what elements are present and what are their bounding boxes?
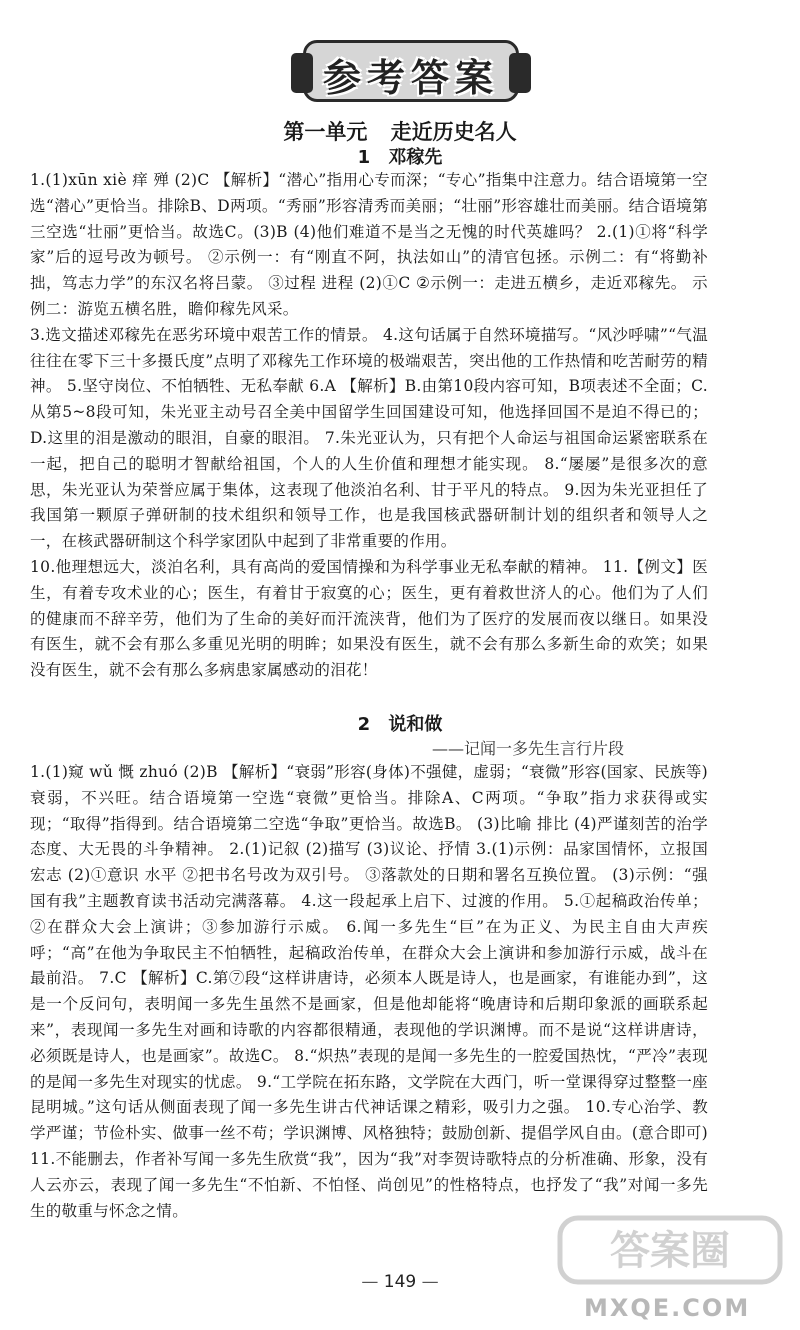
lesson-2-subtitle: ——记闻一多先生言行片段 xyxy=(432,739,625,758)
lesson-2-title: 2 说和做 xyxy=(357,714,443,735)
lesson-2-answers xyxy=(30,760,708,1224)
answer-paragraph: 3.选文描述邓稼先在恶劣环境中艰苦工作的情景。 4.这句话属于自然环境描写。“风沙呼啸”“气温往往在零下三十多摄氏度”点明了邓稼先工作环境的极端艰苦，突出他的工作热情和吃苦耐劳的精神。 5.坚守岗位、不怕牺牲、无私奉献 6.A 【解析】B.由第10段内容可知，B项表述不全面；C.从第5~8段可知，朱光亚主动号召全美中国留学生回国建设可知，他选择回国不是迫不得已的；D.这里的泪是激动的眼泪，自豪的眼泪。 7.朱光亚认为，只有把个人命运与祖国命运紧密联系在一起，把自己的聪明才智献给祖国，个人的人生价值和理想才能实现。 8.“屡屡”是很多次的意思，朱光亚认为荣誉应属于集体，这表现了他淡泊名利、甘于平凡的特点。 9.因为朱光亚担任了我国第一颗原子弹研制的技术组织和领导工作，也是我国核武器研制计划的组织者和领导人之一，在核武器研制这个科学家团队中起到了非常重要的作用。 xyxy=(30,325,708,551)
watermark-url: MXQE.COM xyxy=(584,1294,751,1322)
header-banner xyxy=(0,40,800,106)
page-title: 参考答案 xyxy=(322,56,499,100)
watermark-logo-text: 答案圈 xyxy=(610,1228,730,1274)
lesson-1-title: 1 邓稼先 xyxy=(357,147,443,168)
banner-plate xyxy=(303,40,519,102)
watermark-logo xyxy=(556,1212,784,1288)
answer-paragraph: 1.(1)窥 wǔ 慨 zhuó (2)B 【解析】“衰弱”形容(身体)不强健，虚弱；“衰微”形容(国家、民族等)衰弱，不兴旺。结合语境第一空选“衰微”更恰当。排除A、C两项。“争取”指力求获得或实现；“取得”指得到。结合语境第二空选“争取”更恰当。故选B。 (3)比喻 排比 (4)严谨刻苦的治学态度、大无畏的斗争精神。 2.(1)记叙 (2)描写 (3)议论、抒情 3.(1)示例：品家国情怀，立报国宏志 (2)①意识 水平 ②把书名号改为双引号。 ③落款处的日期和署名互换位置。 (3)示例：“强国有我”主题教育读书活动完满落幕。 4.这一段起承上启下、过渡的作用。 5.①起稿政治传单；②在群众大会上演讲；③参加游行示威。 6.闻一多先生“巨”在为正义、为民主自由大声疾呼；“高”在他为争取民主不怕牺牲，起稿政治传单，在群众大会上演讲和参加游行示威，战斗在最前沿。 7.C 【解析】C.第⑦段“这样讲唐诗，必须本人既是诗人，也是画家，有谁能办到”，这是一个反问句，表明闻一多先生虽然不是画家，但是他却能将“晚唐诗和后期印象派的画联系起来”，表现闻一多先生对画和诗歌的内容都很精通，表现他的学识渊博。而不是说“这样讲唐诗，必须既是诗人，也是画家”。故选C。 8.“炽热”表现的是闻一多先生的一腔爱国热忱，“严冷”表现的是闻一多先生对现实的忧虑。 9.“工学院在拓东路，文学院在大西门，听一堂课得穿过整整一座昆明城。”这句话从侧面表现了闻一多先生讲古代神话课之精彩，吸引力之强。 10.专心治学、教学严谨；节俭朴实、做事一丝不苟；学识渊博、风格独特；鼓励创新、提倡学风自由。(意合即可) 11.不能删去，作者补写闻一多先生欣赏“我”，因为“我”对李贺诗歌特点的分析准确、形象，没有人云亦云，表现了闻一多先生“不怕新、不怕怪、尚创见”的性格特点，也抒发了“我”对闻一多先生的敬重与怀念之情。 xyxy=(30,763,708,1220)
answer-paragraph: 10.他理想远大，淡泊名利，具有高尚的爱国情操和为科学事业无私奉献的精神。 11.【例文】医生，有着专攻术业的心；医生，有着甘于寂寞的心；医生，更有着救世济人的心。他们为了人们的健康而不辞辛劳，他们为了生命的美好而汗流浃背，他们为了医疗的发展而夜以继日。如果没有医生，就不会有那么多重见光明的明眸；如果没有医生，就不会有那么多新生命的欢笑；如果没有医生，就不会有那么多病患家属感动的泪花！ xyxy=(30,557,708,680)
page-number: — 149 — xyxy=(361,1272,439,1292)
lesson-1-answers xyxy=(30,168,708,684)
unit-title: 第一单元 走近历史名人 xyxy=(283,120,517,144)
page-number-value: 149 xyxy=(383,1272,417,1292)
answer-paragraph: 1.(1)xūn xiè 痒 殚 (2)C 【解析】“潜心”指用心专而深；“专心”指集中注意力。结合语境第一空选“潜心”更恰当。排除B、D两项。“秀丽”形容清秀而美丽；“壮丽”形容雄壮而美丽。结合语境第三空选“壮丽”更恰当。故选C。(3)B (4)他们难道不是当之无愧的时代英雄吗？ 2.(1)①将“科学家”后的逗号改为顿号。 ②示例一：有“刚直不阿，执法如山”的清官包拯。示例二：有“将勤补拙，笃志力学”的东汉名将吕蒙。 ③过程 进程 (2)①C ②示例一：走进五横乡，走近邓稼先。 示例二：游览五横名胜，瞻仰稼先风采。 xyxy=(30,171,708,318)
